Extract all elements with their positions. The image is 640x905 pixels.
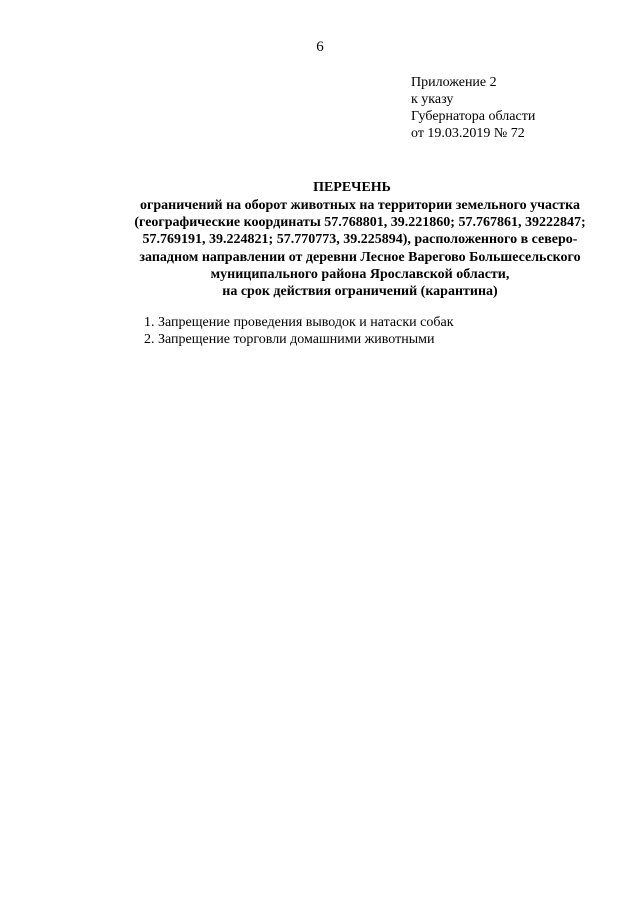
document-title: ПЕРЕЧЕНЬ <box>313 180 391 195</box>
subtitle-line: западном направлении от деревни Лесное Варегово Большесельского <box>139 249 581 265</box>
list-item: 1. Запрещение проведения выводок и натаски собак <box>144 315 454 330</box>
subtitle-line: ограничений на оборот животных на территории земельного участка <box>140 198 580 213</box>
appendix-line: Приложение 2 <box>411 75 497 90</box>
page-number: 6 <box>316 39 324 55</box>
subtitle-line: муниципального района Ярославской области, <box>210 266 510 282</box>
document-subtitle <box>80 197 640 300</box>
subtitle-line: (географические координаты 57.768801, 39.221860; 57.767861, 39222847; <box>134 215 586 231</box>
subtitle-line: на срок действия ограничений (карантина) <box>222 284 498 300</box>
appendix-note <box>411 74 535 142</box>
appendix-line: Губернатора области <box>411 109 536 124</box>
restrictions-list <box>144 314 454 348</box>
appendix-line: к указу <box>411 92 454 107</box>
subtitle-line: 57.769191, 39.224821; 57.770773, 39.225894), расположенного в северо- <box>142 232 578 248</box>
appendix-line: от 19.03.2019 № 72 <box>411 126 525 141</box>
list-item: 2. Запрещение торговли домашними животными <box>144 332 435 347</box>
